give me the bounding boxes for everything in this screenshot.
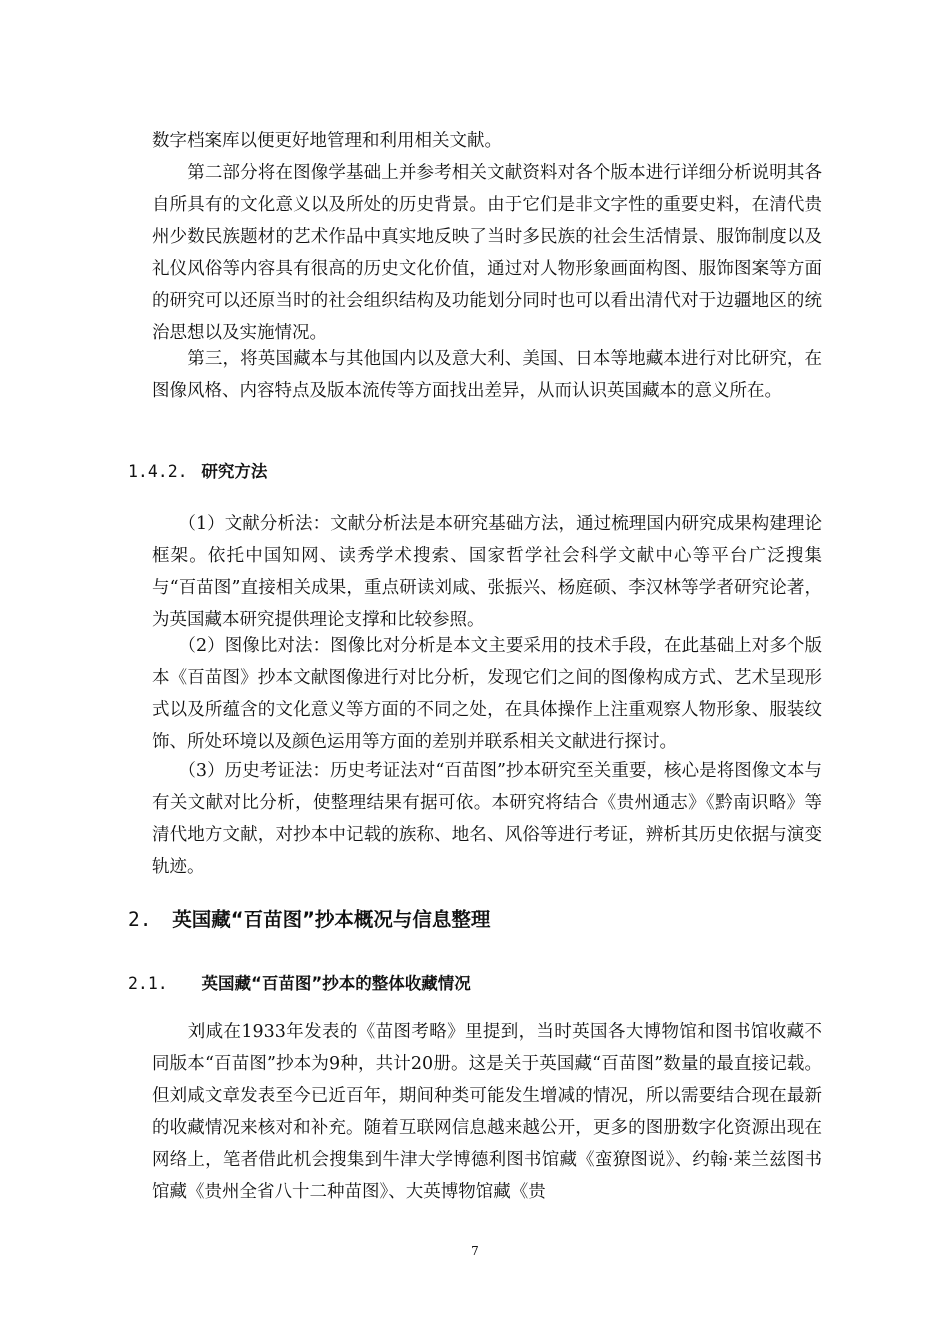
paragraph: （2）图像比对法：图像比对分析是本文主要采用的技术手段，在此基础上对多个版本《百苗图》抄本文献图像进行对比分析，发现它们之间的图像构成方式、艺术呈现形式以及所蕴含的文化意义等方面的不同之处，在具体操作上注重观察人物形象、服装纹饰、所处环境以及颜色运用等方面的差别并联系相关文献进行探讨。	[152, 636, 822, 752]
chapter-heading-2	[128, 904, 490, 932]
page-number: 7	[471, 1244, 479, 1258]
heading-number: 2.	[128, 908, 152, 931]
paragraph: 第二部分将在图像学基础上并参考相关文献资料对各个版本进行详细分析说明其各自所具有的文化意义以及所处的历史背景。由于它们是非文字性的重要史料，在清代贵州少数民族题材的艺术作品中真实地反映了当时多民族的社会生活情景、服饰制度以及礼仪风俗等内容具有很高的历史文化价值，通过对人物形象画面构图、服饰图案等方面的研究可以还原当时的社会组织结构及功能划分同时也可以看出清代对于边疆地区的统治思想以及实施情况。	[152, 163, 822, 343]
paragraph: 第三，将英国藏本与其他国内以及意大利、美国、日本等地藏本进行对比研究，在图像风格、内容特点及版本流传等方面找出差异，从而认识英国藏本的意义所在。	[152, 349, 822, 401]
heading-number: 1.4.2.	[128, 462, 188, 481]
paragraph: （3）历史考证法：历史考证法对“百苗图”抄本研究至关重要，核心是将图像文本与有关文献对比分析，使整理结果有据可依。本研究将结合《贵州通志》《黔南识略》等清代地方文献，对抄本中记载的族称、地名、风俗等进行考证，辨析其历史依据与演变轨迹。	[152, 761, 822, 877]
heading-title: 英国藏“百苗图”抄本概况与信息整理	[172, 908, 491, 931]
section-heading-1-4-2	[128, 458, 267, 482]
section-heading-2-1	[128, 970, 471, 994]
paragraph: （1）文献分析法：文献分析法是本研究基础方法，通过梳理国内研究成果构建理论框架。依托中国知网、读秀学术搜索、国家哲学社会科学文献中心等平台广泛搜集与“百苗图”直接相关成果，重点研读刘咸、张振兴、杨庭硕、李汉林等学者研究论著，为英国藏本研究提供理论支撑和比较参照。	[152, 514, 822, 630]
heading-number: 2.1.	[128, 974, 168, 993]
paragraph: 刘咸在1933年发表的《苗图考略》里提到，当时英国各大博物馆和图书馆收藏不同版本“百苗图”抄本为9种，共计20册。这是关于英国藏“百苗图”数量的最直接记载。但刘咸文章发表至今已近百年，期间种类可能发生增减的情况，所以需要结合现在最新的收藏情况来核对和补充。随着互联网信息越来越公开，更多的图册数字化资源出现在网络上，笔者借此机会搜集到牛津大学博德利图书馆藏《蛮獠图说》、约翰·莱兰兹图书馆藏《贵州全省八十二种苗图》、大英博物馆藏《贵	[152, 1022, 822, 1202]
paragraph: 数字档案库以便更好地管理和利用相关文献。	[152, 131, 502, 151]
heading-title: 英国藏“百苗图”抄本的整体收藏情况	[201, 974, 471, 993]
heading-title: 研究方法	[201, 462, 268, 481]
